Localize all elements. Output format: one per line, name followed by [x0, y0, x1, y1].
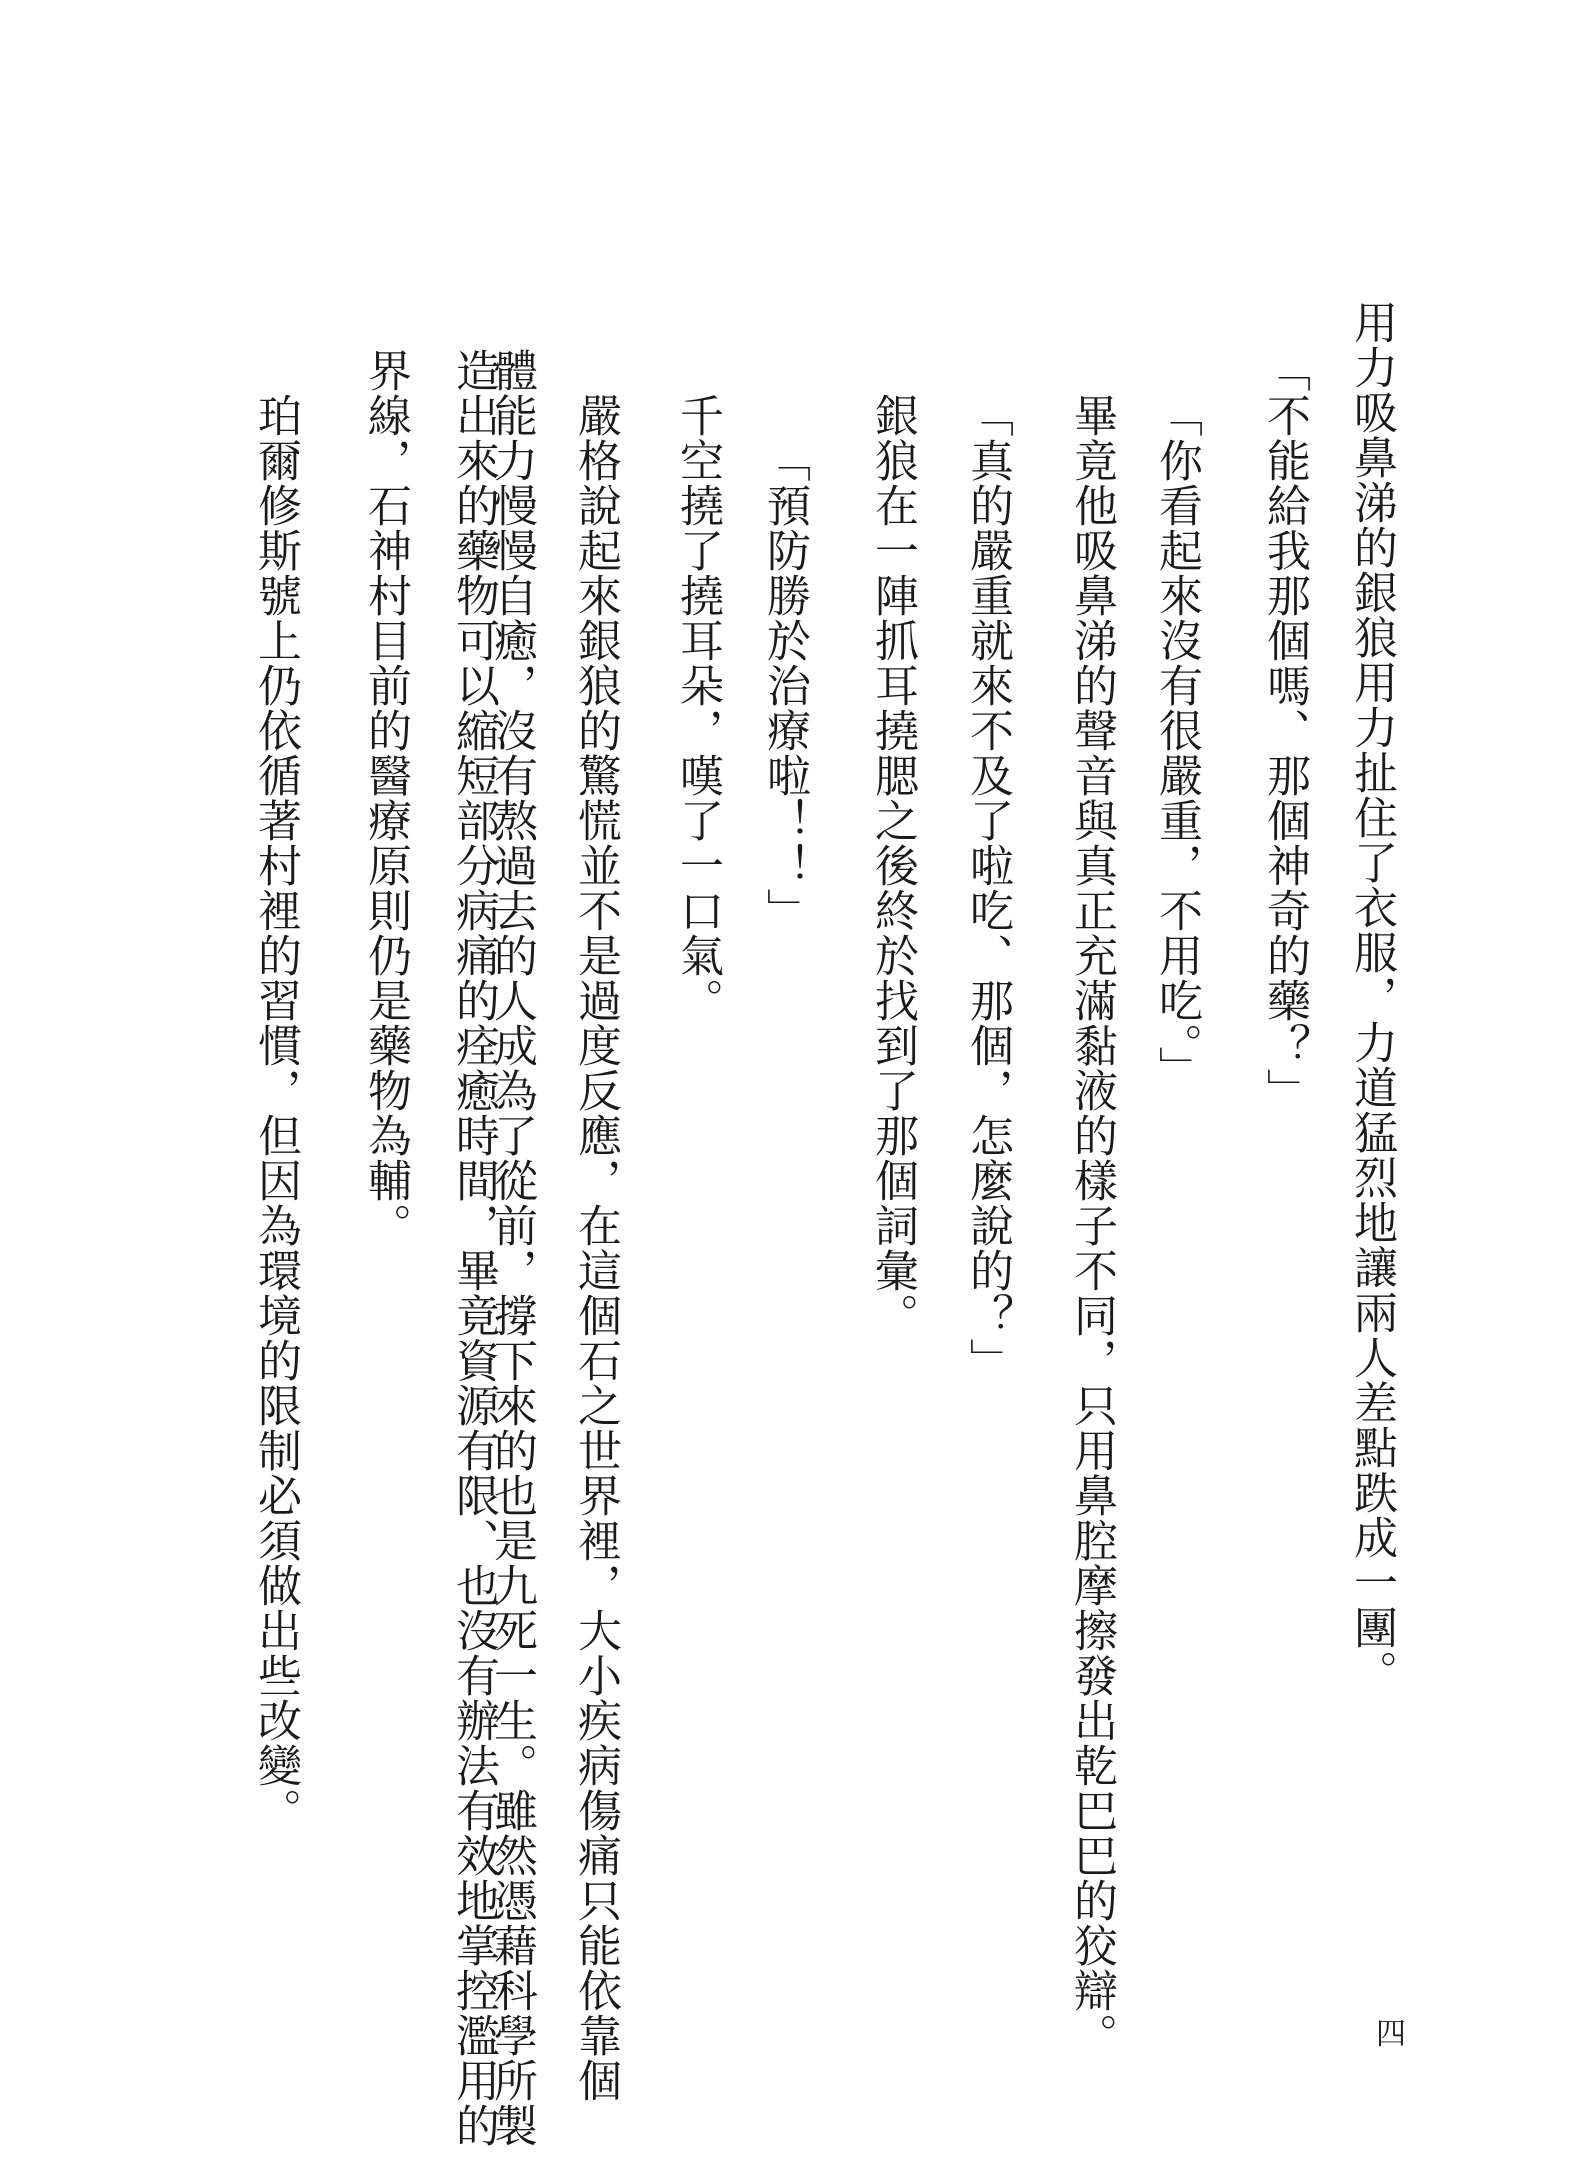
text-line-6: 銀狼在一陣抓耳撓腮之後終於找到了那個詞彙。: [867, 393, 918, 1338]
text-line-1: 用力吸鼻涕的銀狼用力扯住了衣服，力道猛烈地讓兩人差點跌成一團。: [1346, 300, 1397, 1695]
text-line-3: 「你看起來沒有很嚴重，不用吃。」: [1151, 393, 1202, 1091]
page-number: 四: [1376, 2017, 1406, 2052]
text-line-5: 「真的嚴重就來不及了啦吃、那個，怎麼說的？」: [962, 393, 1013, 1383]
text-line-7: 「預防勝於治療啦！！」: [759, 438, 810, 933]
text-line-11: 造出來的藥物可以縮短部分病痛的痊癒時間，畢竟資源有限、也沒有辦法有效地掌控濫用的: [448, 348, 499, 2148]
text-line-2: 「不能給我那個嗎、那個神奇的藥？」: [1259, 348, 1310, 1113]
text-line-4: 畢竟他吸鼻涕的聲音與真正充滿黏液的樣子不同，只用鼻腔摩擦發出乾巴巴的狡辯。: [1066, 393, 1117, 2058]
text-line-13: 珀爾修斯號上仍依循著村裡的習慣，但因為環境的限制必須做出些改變。: [250, 393, 301, 1833]
text-line-10: 體能力慢慢自癒，沒有熬過去的人成為了從前，撐下來的也是九死一生。雖然憑藉科學所製: [486, 348, 537, 2148]
text-line-8: 千空撓了撓耳朵，嘆了一口氣。: [672, 393, 723, 1023]
text-line-9: 嚴格說起來銀狼的驚慌並不是過度反應，在這個石之世界裡，大小疾病傷痛只能依靠個: [570, 393, 621, 2103]
text-line-12: 界線，石神村目前的醫療原則仍是藥物為輔。: [360, 348, 411, 1248]
